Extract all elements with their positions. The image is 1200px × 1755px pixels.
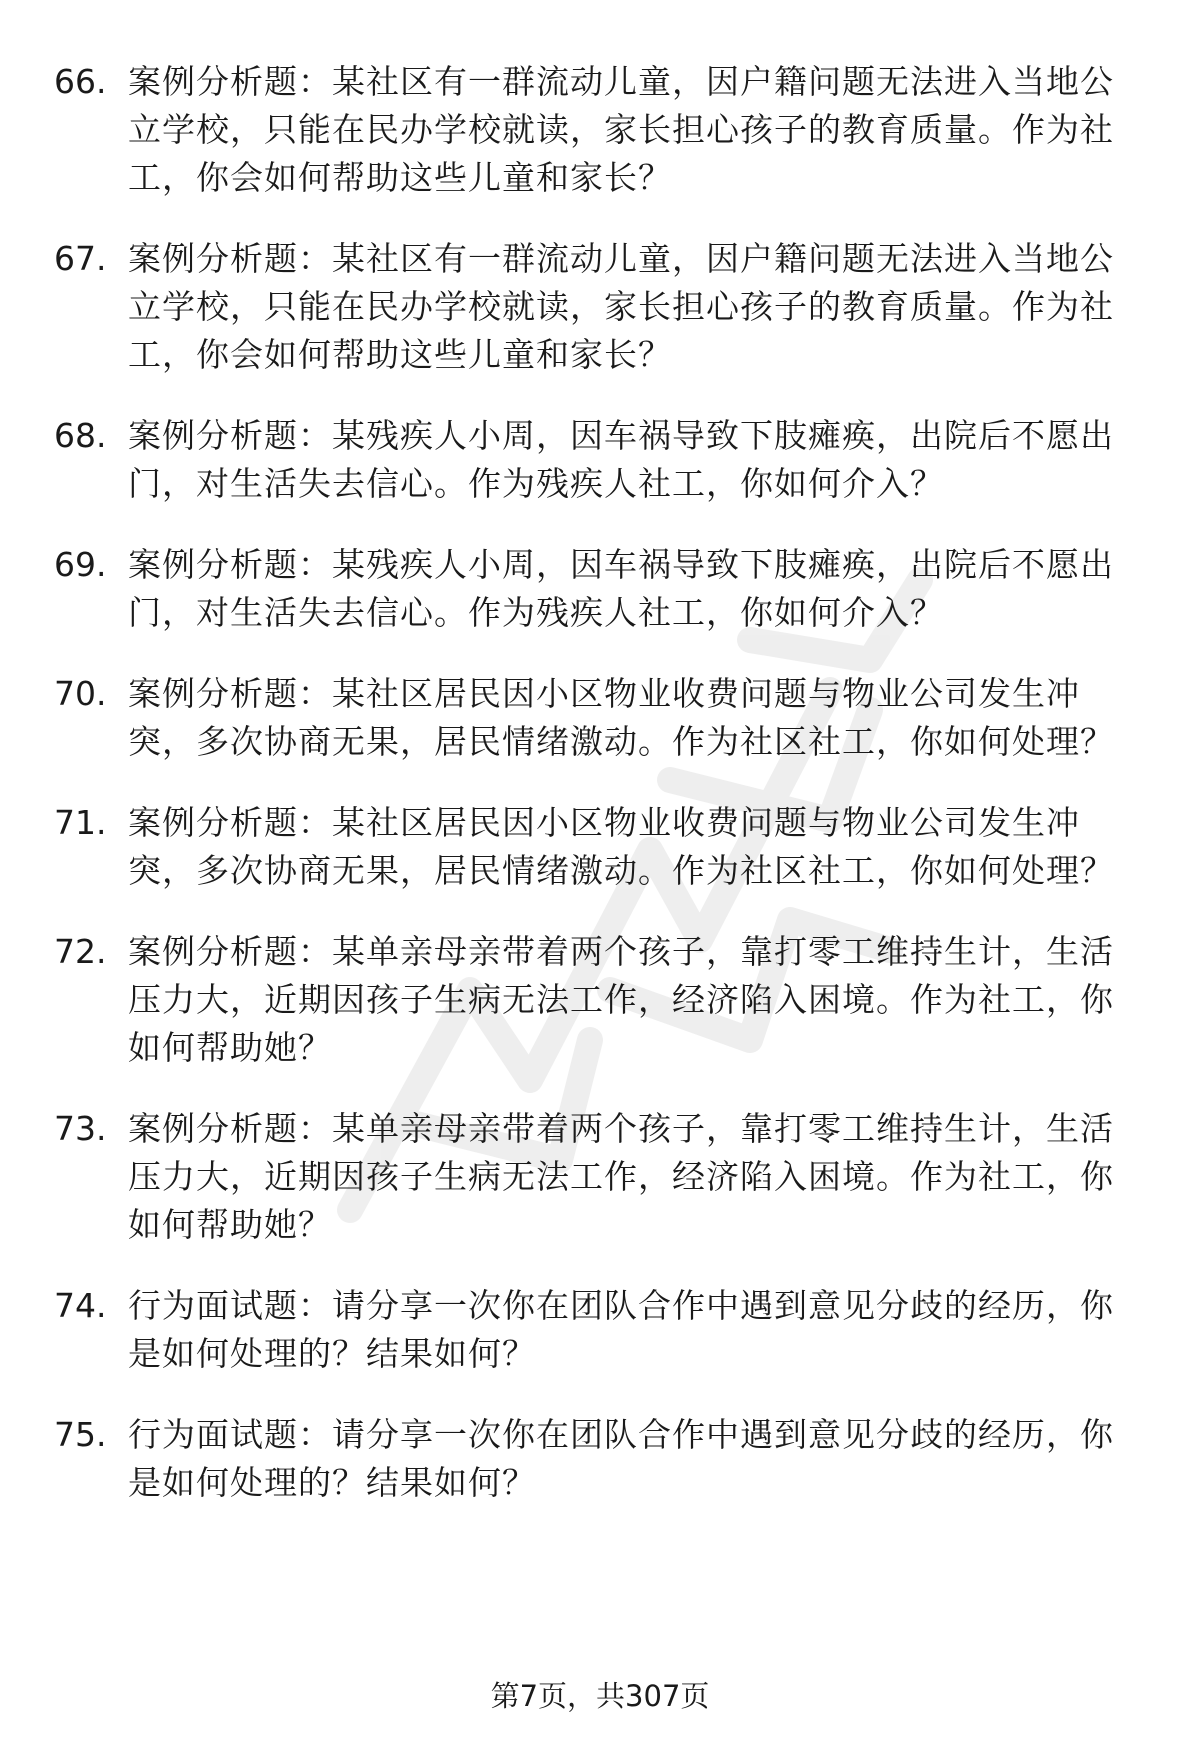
question-item — [0, 235, 1200, 379]
question-item — [0, 541, 1200, 637]
question-number: 70. — [54, 674, 107, 713]
question-item — [0, 58, 1200, 202]
question-number: 72. — [54, 932, 107, 971]
question-number: 75. — [54, 1415, 107, 1454]
question-text: 行为面试题：请分享一次你在团队合作中遇到意见分歧的经历，你是如何处理的？结果如何？ — [128, 1286, 1114, 1373]
question-text: 案例分析题：某残疾人小周，因车祸导致下肢瘫痪，出院后不愿出门，对生活失去信心。作为残疾人社工，你如何介入？ — [128, 416, 1114, 503]
question-text: 行为面试题：请分享一次你在团队合作中遇到意见分歧的经历，你是如何处理的？结果如何？ — [128, 1415, 1114, 1502]
question-number: 66. — [54, 62, 107, 101]
question-number: 73. — [54, 1109, 107, 1148]
question-number: 71. — [54, 803, 107, 842]
question-number: 69. — [54, 545, 107, 584]
page-footer: 第7页，共307页 — [490, 1679, 710, 1713]
question-list — [0, 58, 1200, 1540]
question-item — [0, 1282, 1200, 1378]
question-item — [0, 412, 1200, 508]
question-item — [0, 928, 1200, 1072]
question-text: 案例分析题：某社区居民因小区物业收费问题与物业公司发生冲突，多次协商无果，居民情绪激动。作为社区社工，你如何处理？ — [128, 803, 1114, 890]
question-text: 案例分析题：某单亲母亲带着两个孩子，靠打零工维持生计，生活压力大，近期因孩子生病无法工作，经济陷入困境。作为社工，你如何帮助她？ — [128, 932, 1114, 1067]
question-text: 案例分析题：某社区居民因小区物业收费问题与物业公司发生冲突，多次协商无果，居民情绪激动。作为社区社工，你如何处理？ — [128, 674, 1114, 761]
question-item — [0, 1105, 1200, 1249]
question-item — [0, 670, 1200, 766]
question-number: 74. — [54, 1286, 107, 1325]
question-number: 68. — [54, 416, 107, 455]
question-text: 案例分析题：某残疾人小周，因车祸导致下肢瘫痪，出院后不愿出门，对生活失去信心。作为残疾人社工，你如何介入？ — [128, 545, 1114, 632]
question-number: 67. — [54, 239, 107, 278]
question-item — [0, 1411, 1200, 1507]
question-text: 案例分析题：某社区有一群流动儿童，因户籍问题无法进入当地公立学校，只能在民办学校就读，家长担心孩子的教育质量。作为社工，你会如何帮助这些儿童和家长？ — [128, 239, 1114, 374]
question-item — [0, 799, 1200, 895]
question-text: 案例分析题：某社区有一群流动儿童，因户籍问题无法进入当地公立学校，只能在民办学校就读，家长担心孩子的教育质量。作为社工，你会如何帮助这些儿童和家长？ — [128, 62, 1114, 197]
question-text: 案例分析题：某单亲母亲带着两个孩子，靠打零工维持生计，生活压力大，近期因孩子生病无法工作，经济陷入困境。作为社工，你如何帮助她？ — [128, 1109, 1114, 1244]
